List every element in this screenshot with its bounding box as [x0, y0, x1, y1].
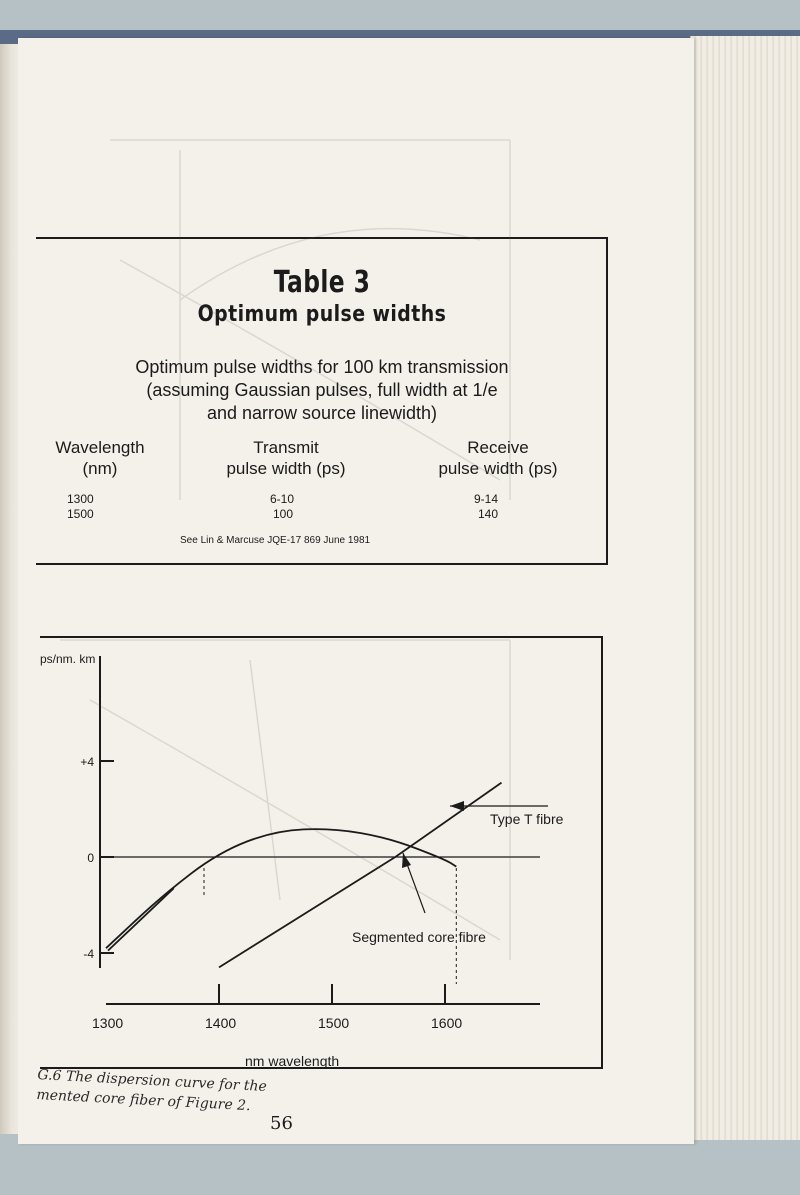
x-tick-label: 1300 [92, 1015, 124, 1031]
header-line: Wavelength [55, 438, 145, 457]
table-number: Table 3 [273, 265, 371, 300]
x-tick-label: 1400 [205, 1015, 237, 1031]
header-receive [408, 437, 588, 479]
y-tick-label: -4 [83, 947, 94, 961]
series-segmented-core-fibre-segment [108, 888, 174, 950]
dispersion-chart [40, 638, 603, 1071]
annotation-type-t-fibre: Type T fibre [490, 811, 564, 827]
annotation-segmented-core-fibre: Segmented core fibre [352, 929, 486, 945]
header-line: Receive [467, 438, 529, 457]
cell-transmit-1: 6-10 [270, 492, 295, 506]
header-line: Transmit [253, 438, 319, 457]
cell-transmit-2: 100 [273, 507, 294, 521]
x-tick-label: 1600 [431, 1015, 463, 1031]
page-stack-edge [690, 36, 800, 1140]
x-tick-label: 1500 [318, 1015, 350, 1031]
y-axis-label: ps/nm. km [40, 652, 96, 666]
header-line: pulse width (ps) [438, 459, 558, 478]
cell-receive-1: 9-14 [474, 492, 499, 506]
cell-wavelength-2: 1500 [67, 507, 94, 521]
header-transmit [196, 437, 376, 479]
x-axis-label: nm wavelength [245, 1053, 340, 1069]
y-tick-label: 0 [87, 851, 94, 865]
table-caption-line: Optimum pulse widths for 100 km transmission [135, 357, 509, 377]
book-page [18, 38, 694, 1144]
cell-receive-2: 140 [478, 507, 499, 521]
y-tick-label: +4 [80, 755, 94, 769]
figure-caption [36, 1065, 267, 1117]
arrowhead [402, 853, 411, 868]
header-line: pulse width (ps) [226, 459, 346, 478]
table-caption-line: and narrow source linewidth) [206, 403, 438, 423]
figure-caption-line: mented core fiber of Figure 2. [36, 1086, 251, 1115]
dispersion-chart-box [40, 636, 603, 1069]
table-3-box [36, 237, 608, 565]
page-number: 56 [270, 1113, 293, 1134]
table-title: Optimum pulse widths [197, 302, 447, 327]
header-line: (nm) [82, 459, 118, 478]
table-caption-line: (assuming Gaussian pulses, full width at 1/e [146, 380, 498, 400]
header-wavelength [40, 437, 160, 479]
table-caption [54, 356, 590, 425]
table-source-note: See Lin & Marcuse JQE-17 869 June 1981 [180, 535, 371, 546]
cell-wavelength-1: 1300 [67, 492, 94, 506]
figure-caption-line: G.6 The dispersion curve for the [37, 1066, 268, 1095]
arrowhead [450, 801, 464, 811]
